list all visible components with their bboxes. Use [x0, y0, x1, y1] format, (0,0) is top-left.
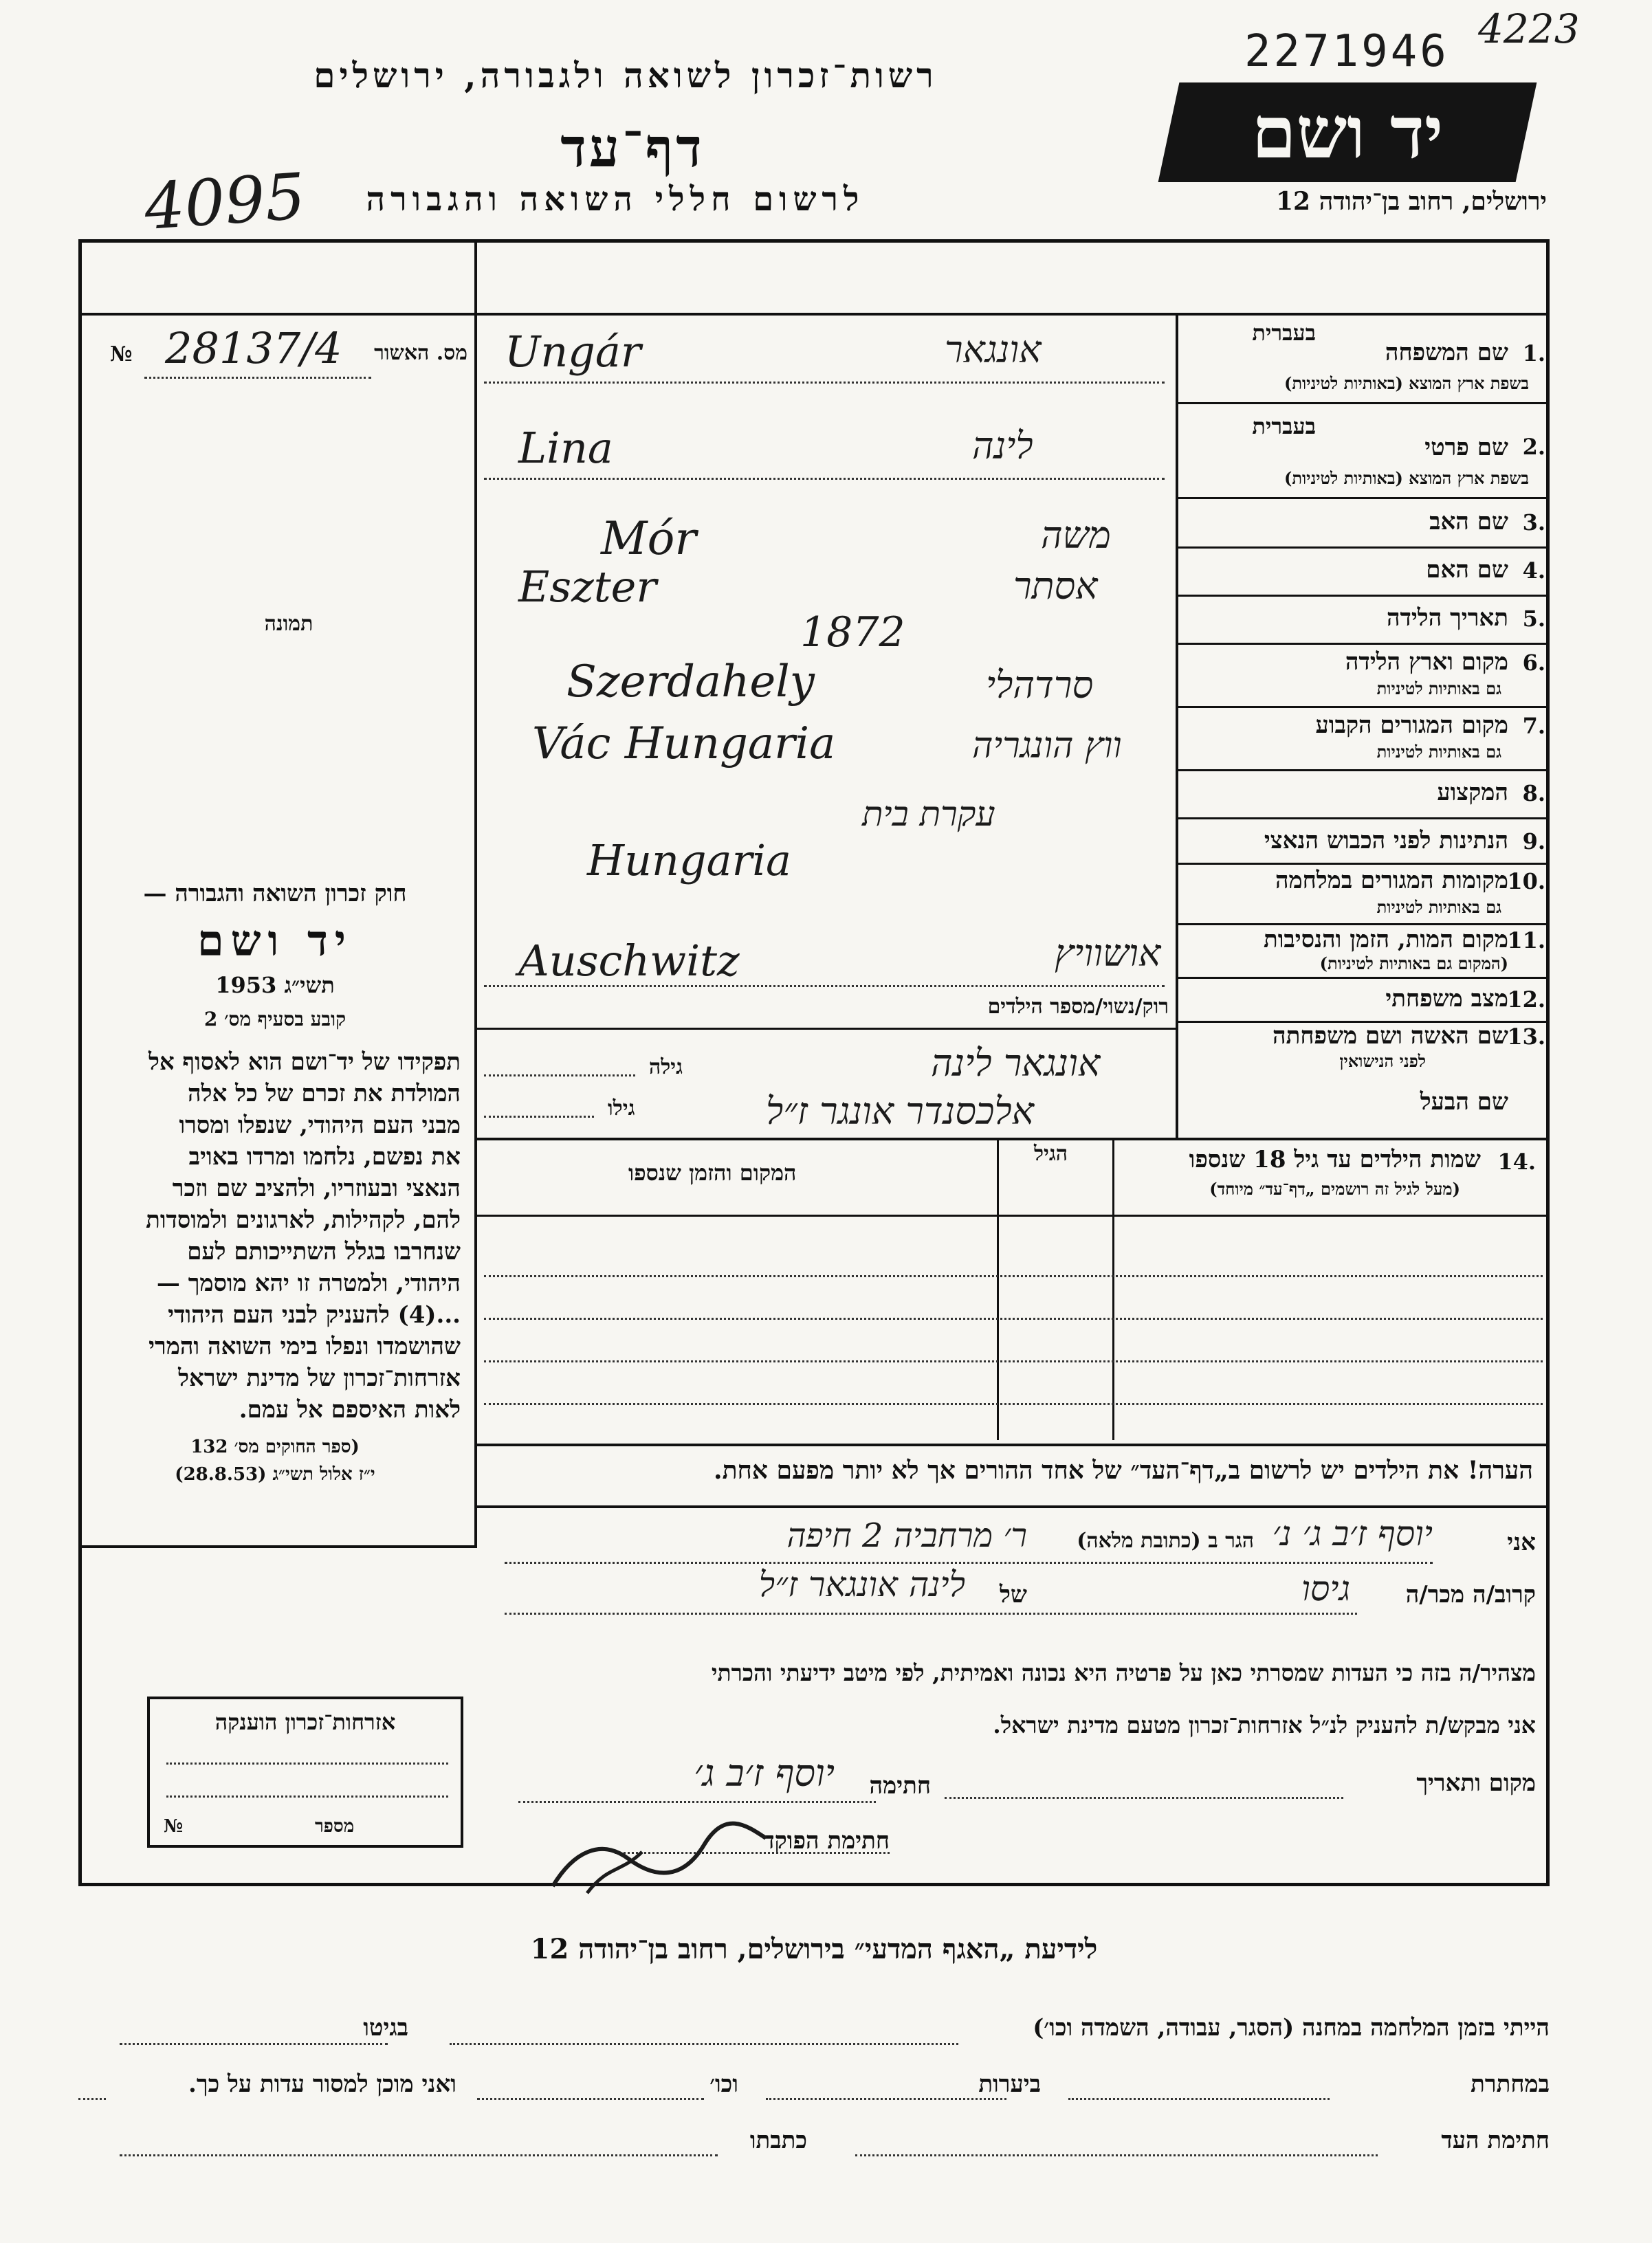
stamp-number: 2271946	[1244, 26, 1449, 77]
left-column-law-section: קובע בסעיף מס׳ 2	[203, 1008, 346, 1030]
declaration-signature-label: חתימה	[869, 1772, 931, 1800]
left-column-law-paragraphs-11: לאות האיספם אל עמם.	[239, 1396, 461, 1424]
fields-6-note: גם באותיות לטיניות	[1376, 742, 1501, 762]
left-column-law-paragraphs-5: להם, לקהילות, לארגונים ולמוסדות	[146, 1206, 461, 1234]
fields-5-label: מקום וארץ הלידה	[1345, 648, 1508, 676]
fields-13-label: שם הבעל	[1420, 1088, 1508, 1116]
children-title: שמות הילדים עד גיל 18 שנספו	[1189, 1146, 1481, 1173]
law-text	[89, 1046, 461, 1426]
header-logo: יד ושם	[1251, 90, 1444, 175]
fields-11-num: 12.	[1507, 986, 1545, 1013]
left-column-law-paragraphs-3: את נפשם, נלחמו ומרדו באויב	[188, 1143, 461, 1171]
fields-6-num: 7.	[1522, 713, 1545, 739]
left-column-reg-no-prefix: №	[110, 342, 133, 366]
left-column-law-source: (ספר החוקים מס׳ 132	[190, 1437, 360, 1457]
children-place-col: המקום והזמן שנספו	[628, 1160, 797, 1186]
witness-signature: יוסף ז׳ב ג׳	[694, 1752, 835, 1795]
left-column-citizenship-box-number-prefix: №	[164, 1816, 184, 1837]
left-column-law-paragraphs-4: הנאצי ובעוזריו, ולהציב שם וזכר	[172, 1175, 461, 1202]
surname-hebrew: אונגאר	[945, 328, 1042, 371]
left-column-law-name: יד ושם	[197, 916, 353, 966]
fields-2-label: שם האב	[1429, 508, 1508, 535]
father-name-hebrew: משה	[1041, 513, 1111, 557]
citizenship-value: Hungaria	[587, 835, 792, 885]
fields-9-num: 10.	[1507, 868, 1545, 894]
mother-name-hebrew: אסתר	[1013, 564, 1098, 608]
death-place-latin: Auschwitz	[518, 936, 740, 986]
folio-number: 4095	[142, 159, 308, 245]
declaration-relative-label: קרוב/ה מכר/ה	[1405, 1581, 1536, 1609]
declaration-place-date-label: מקום ותאריך	[1416, 1769, 1536, 1797]
fields-8-label: הנתינות לפני הכבוש הנאצי	[1264, 827, 1508, 854]
left-column-reg-no-label: מס. האשור	[374, 341, 467, 365]
footer-section	[78, 1890, 1550, 2234]
footer-line2-c: וכו׳	[709, 2070, 738, 2098]
fields-1-label: שם פרטי	[1424, 434, 1508, 461]
left-column-citizenship-box-title: אזרחות־זכרון הוענקה	[214, 1709, 396, 1735]
field-values	[477, 313, 1176, 1138]
first-name-latin: Lina	[518, 423, 613, 473]
fields-10-num: 11.	[1507, 927, 1545, 953]
fields-5-note: גם באותיות לטיניות	[1376, 678, 1501, 698]
fields-2-num: 3.	[1522, 509, 1545, 535]
remark-text: הערה! את הילדים יש לרשום ב„דף־העד״ של אחד ההורים אך לא יותר מפעם אחת.	[714, 1456, 1533, 1485]
children-num: 14.	[1497, 1149, 1536, 1175]
children-note: (מעל לגיל זה רושמים „דף־עד״ מיוחד)	[1209, 1179, 1460, 1199]
husband-name-value: אלכסנדר אונגר ז״ל	[766, 1090, 1035, 1133]
fields-9-note: גם באותיות לטיניות	[1376, 897, 1501, 917]
footer-line2-d: ואני מוכן למסור עדות על כך.	[188, 2070, 456, 2098]
left-column-citizenship-box-number-label: מספר	[315, 1816, 355, 1837]
footer-line3-b: כתבתו	[749, 2127, 807, 2154]
photo-placeholder-label: תמונה	[264, 612, 313, 636]
fields-3-num: 4.	[1522, 557, 1545, 584]
footer-line3-a: חתימת העד	[1441, 2127, 1550, 2154]
declaration-resides-label: הגר ב (כתובת מלאה)	[1077, 1529, 1254, 1553]
birth-place-hebrew: סרדהלי	[986, 663, 1094, 707]
surname-latin: Ungár	[505, 327, 641, 377]
signature-scribble	[546, 1811, 773, 1900]
fields-10-label: מקום המות, הזמן והנסיבות	[1263, 926, 1508, 953]
fields-1-num: 2.	[1522, 434, 1545, 460]
fields-9-label: מקומות המגורים במלחמה	[1275, 867, 1508, 894]
fields-12-note: לפני הנישואין	[1339, 1051, 1426, 1071]
fields-8-num: 9.	[1522, 828, 1545, 854]
declaration-of-label: של	[1000, 1581, 1027, 1609]
left-column-law-year: תשי״ג 1953	[215, 972, 335, 998]
left-column-law-paragraphs-0: תפקידו של יד־ושם הוא לאסוף אל	[148, 1048, 461, 1076]
victim-name: לינה אונגאר ז״ל	[758, 1565, 965, 1604]
fields-3-label: שם האם	[1426, 556, 1508, 584]
fields-12-wife-age-label: גילה	[649, 1055, 683, 1079]
left-column-reg-no-value: 28137/4	[165, 323, 342, 373]
marital-options: רוק/נשוי/מספר הילדים	[987, 995, 1169, 1019]
residence-hebrew: ווץ הונגריה	[972, 725, 1122, 766]
fields-7-num: 8.	[1522, 780, 1545, 806]
children-age-col: הגיל	[1034, 1142, 1068, 1166]
fields-0-top: בעברית	[1252, 320, 1316, 346]
left-column-law-paragraphs-9: שהושמדו ונפלו בימי השואה והמרי	[148, 1333, 461, 1360]
children-table	[477, 1138, 1550, 1447]
death-place-hebrew: אושוויץ	[1055, 931, 1161, 975]
left-column-law-paragraphs-8: ...(4) להעניק לבני העם היהודי	[168, 1301, 461, 1329]
first-name-hebrew: לינה	[972, 424, 1033, 467]
fields-11-label: מצב משפחתי	[1385, 985, 1508, 1013]
father-name-latin: Mór	[601, 512, 696, 565]
left-column-law-title: חוק זכרון השואה והגבורה —	[143, 880, 407, 907]
address-line: ירושלים, רחוב בן־יהודה 12	[1275, 187, 1547, 216]
witness-address: ר׳ מרחביה 2 חיפה	[786, 1516, 1027, 1555]
profession-value: עקרת בית	[862, 794, 995, 834]
fields-1-note: בשפת ארץ המוצא (באותיות לטיניות)	[1284, 468, 1529, 488]
left-column-law-paragraphs-7: היהודי, ולמטרה זו יהא מוסמך —	[156, 1270, 461, 1297]
footer-line2-a: במחתרת	[1471, 2070, 1550, 2098]
fields-1-top: בעברית	[1252, 413, 1316, 439]
fields-12-num: 13.	[1507, 1024, 1545, 1050]
fields-4-num: 5.	[1522, 606, 1545, 632]
left-column-law-paragraphs-1: המולדת את זכרם של כל אלה	[188, 1080, 461, 1107]
fields-12-label: שם האשה ושם משפחתה	[1273, 1022, 1508, 1050]
footer-title: לידיעת „האגף המדעי״ בירושלים, רחוב בן־יהודה 12	[530, 1933, 1098, 1965]
authority-line: רשות־זכרון לשואה ולגבורה, ירושלים	[313, 55, 938, 96]
witness-name: יוסף ז׳ב ג׳ נ׳	[1272, 1514, 1433, 1554]
footer-line1-a: הייתי בזמן המלחמה במחנה (הסגר, עבודה, השמדה וכו׳)	[1033, 2014, 1550, 2042]
field-labels	[1178, 313, 1550, 1138]
left-column-law-paragraphs-10: אזרחות־זכרון של מדינת ישראל	[178, 1364, 461, 1392]
fields-7-label: המקצוע	[1437, 779, 1508, 806]
fields-6-label: מקום המגורים הקבוע	[1315, 711, 1508, 739]
registration-number	[103, 323, 467, 373]
form-title: דף־עד	[560, 117, 705, 179]
fields-0-label: שם המשפחה	[1385, 339, 1508, 366]
citizenship-box	[147, 1697, 463, 1848]
left-column-law-paragraphs-2: מבני העם היהודי, שנפלו ומסרו	[179, 1112, 461, 1139]
declaration	[477, 1508, 1550, 1886]
fields-4-label: תאריך הלידה	[1386, 604, 1508, 632]
wife-name-value: אונגאר לינה	[931, 1041, 1101, 1085]
declaration-officer-label: חתימת הפוקד	[763, 1827, 890, 1855]
left-column-law-date: י״ז אלול תשי״ג (28.8.53)	[175, 1464, 375, 1485]
declaration-statement1: מצהיר/ה בזה כי העדות שמסרתי כאן על פרטיה היא נכונה ואמיתית, לפי מיטב ידיעתי והכרתי	[711, 1659, 1536, 1686]
fields-0-note: בשפת ארץ המוצא (באותיות לטיניות)	[1284, 373, 1529, 393]
stamp-suffix: 4223	[1478, 5, 1580, 52]
yad-vashem-logo	[1158, 82, 1537, 182]
relation-value: גיסו	[1301, 1569, 1350, 1609]
footer-line1-b: בגיטו	[363, 2014, 408, 2042]
footer-line2-b: ביערות	[978, 2070, 1041, 2098]
fields-10-note: (המקום גם באותיות לטיניות)	[1319, 953, 1508, 973]
mother-name-latin: Eszter	[518, 562, 657, 612]
law-section	[89, 880, 461, 1485]
birth-place-latin: Szerdahely	[566, 656, 815, 707]
declaration-i-label: אני	[1507, 1529, 1536, 1556]
form-subtitle: לרשום חללי השואה והגבורה	[366, 180, 865, 219]
fields-0-num: 1.	[1522, 340, 1545, 366]
birth-date: 1872	[800, 608, 905, 656]
residence-latin: Vác Hungaria	[532, 718, 836, 769]
left-column-law-paragraphs-6: שנחרבו בגלל השתייכותם לעם	[187, 1238, 461, 1266]
fields-5-num: 6.	[1522, 650, 1545, 676]
fields-13-husband-age-label: גילו	[608, 1096, 635, 1120]
declaration-statement2: אני מבקש/ת להעניק לנ״ל אזרחות־זכרון מטעם מדינת ישראל.	[993, 1712, 1536, 1738]
